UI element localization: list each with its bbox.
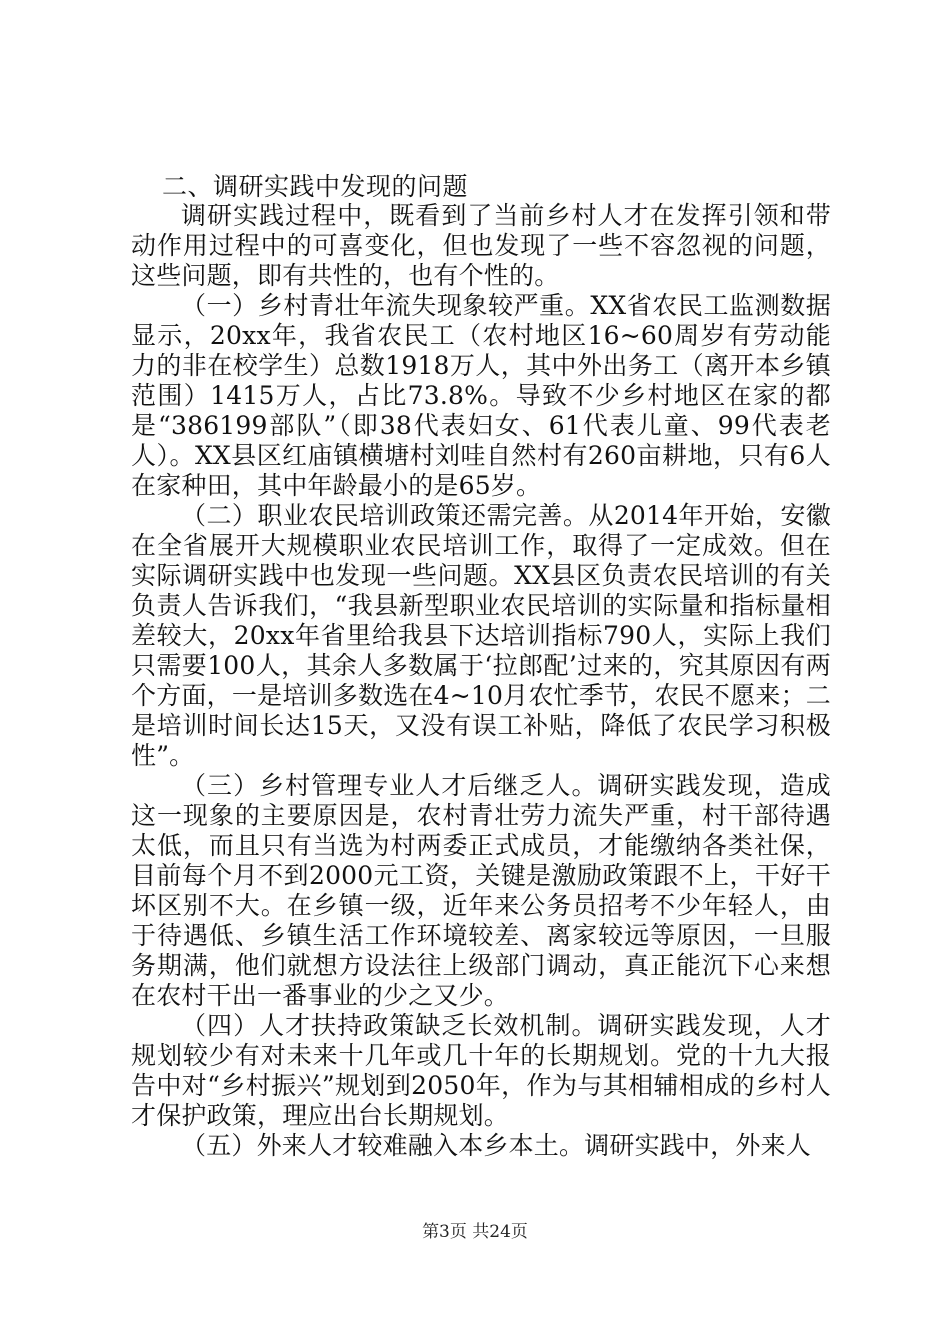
paragraph-issue-4: （四）人才扶持政策缺乏长效机制。调研实践发现，人才规划较少有对未来十几年或几十年的长期规划。党的十九大报告中对“乡村振兴”规划到2050年，作为与其相辅相成的乡村人才保护政策，理应出台长期规划。	[131, 1011, 831, 1130]
paragraph-issue-5: （五）外来人才较难融入本乡本土。调研实践中，外来人	[181, 1131, 812, 1160]
page-number-footer: 第3页 共24页	[422, 1222, 528, 1242]
section-heading: 二、调研实践中发现的问题	[162, 172, 469, 201]
paragraph-intro: 调研实践过程中，既看到了当前乡村人才在发挥引领和带动作用过程中的可喜变化，但也发现了一些不容忽视的问题，这些问题，即有共性的，也有个性的。	[131, 201, 831, 290]
document-body	[131, 172, 831, 1161]
paragraph-issue-1: （一）乡村青壮年流失现象较严重。XX省农民工监测数据显示，20xx年，我省农民工（农村地区16~60周岁有劳动能力的非在校学生）总数1918万人，其中外出务工（离开本乡镇范围）1415万人，占比73.8%。导致不少乡村地区在家的都是“386199部队”（即38代表妇女、61代表儿童、99代表老人）。XX县区红庙镇横塘村刘哇自然村有260亩耕地，只有6人在家种田，其中年龄最小的是65岁。	[131, 291, 831, 500]
paragraph-issue-3: （三）乡村管理专业人才后继乏人。调研实践发现，造成这一现象的主要原因是，农村青壮劳力流失严重，村干部待遇太低，而且只有当选为村两委正式成员，才能缴纳各类社保，目前每个月不到2000元工资，关键是激励政策跟不上，干好干坏区别不大。在乡镇一级，近年来公务员招考不少年轻人，由于待遇低、乡镇生活工作环境较差、离家较远等原因，一旦服务期满，他们就想方设法往上级部门调动，真正能沉下心来想在农村干出一番事业的少之又少。	[131, 771, 831, 1010]
paragraph-issue-2: （二）职业农民培训政策还需完善。从2014年开始，安徽在全省展开大规模职业农民培训工作，取得了一定成效。但在实际调研实践中也发现一些问题。XX县区负责农民培训的有关负责人告诉我们，“我县新型职业农民培训的实际量和指标量相差较大，20xx年省里给我县下达培训指标790人，实际上我们只需要100人，其余人多数属于‘拉郎配’过来的，究其原因有两个方面，一是培训多数选在4~10月农忙季节，农民不愿来；二是培训时间长达15天，又没有误工补贴，降低了农民学习积极性”。	[131, 501, 831, 770]
